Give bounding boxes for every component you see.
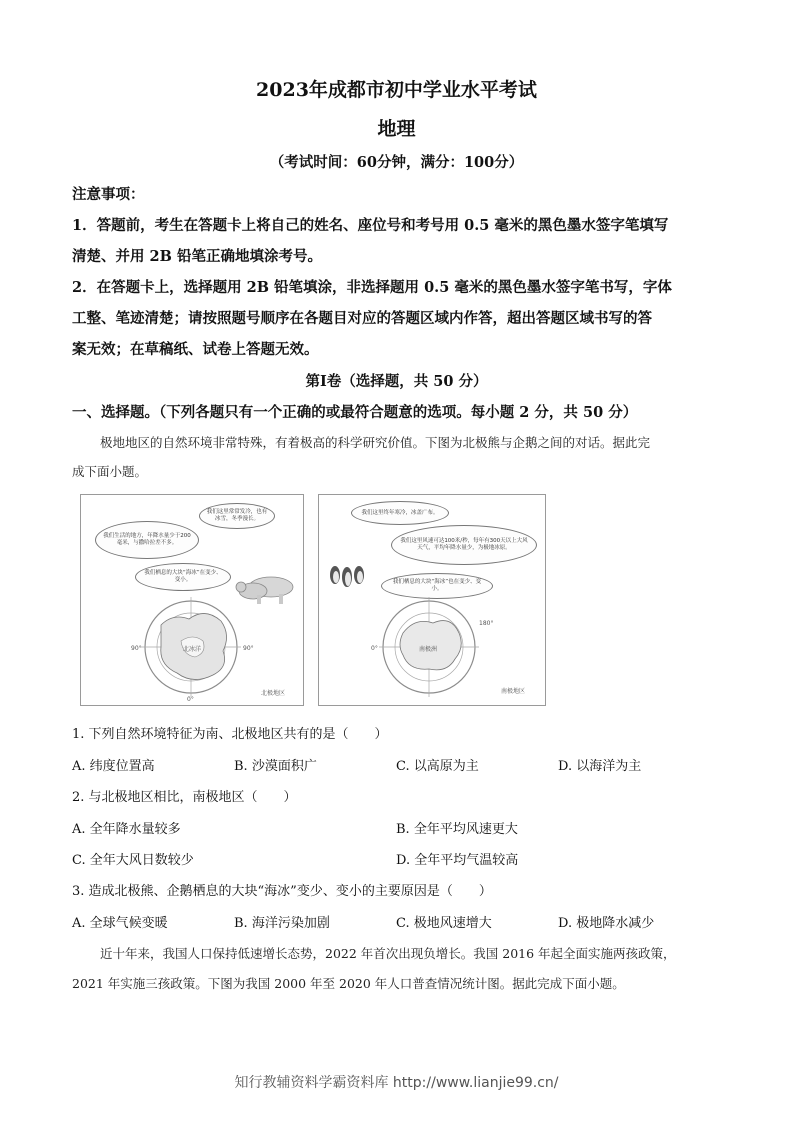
volume-title: 第Ⅰ卷（选择题，共 50 分） <box>305 373 488 390</box>
longitude-label: 0° <box>187 696 194 703</box>
longitude-label: 90° <box>243 645 254 652</box>
notice-item-2-line-2: 工整、笔迹清楚；请按照题号顺序在各题目对应的答题区域内作答，超出答题区域书写的答 <box>72 310 652 327</box>
notice-item-2-line-3: 案无效；在草稿纸、试卷上答题无效。 <box>72 341 319 358</box>
speech-bubble: 我们栖息的大块“海冰”在变少、变小。 <box>135 563 231 591</box>
question-1-option-d[interactable]: D. 以海洋为主 <box>558 759 642 774</box>
longitude-label: 180° <box>479 620 494 627</box>
passage-2-line-2: 2021 年实施三孩政策。下图为我国 2000 年至 2020 年人口普查情况统计图。据此完成下面小题。 <box>72 976 625 991</box>
figure-panel-antarctic <box>318 494 546 706</box>
question-1-option-c[interactable]: C. 以高原为主 <box>396 759 479 774</box>
question-3-option-d[interactable]: D. 极地降水减少 <box>558 916 655 931</box>
speech-bubble: 我们栖息的大块“海冰”也在变少、变小。 <box>381 573 493 599</box>
exam-title: 2023年成都市初中学业水平考试 <box>256 79 537 101</box>
notice-item-1-line-2: 清楚、并用 2B 铅笔正确地填涂考号。 <box>72 248 322 265</box>
question-3-option-a[interactable]: A. 全球气候变暖 <box>72 916 168 931</box>
exam-info: （考试时间：60分钟，满分：100分） <box>269 154 524 171</box>
passage-1-line-1: 极地地区的自然环境非常特殊，有着极高的科学研究价值。下图为北极熊与企鹅之间的对话。据此完 <box>100 435 651 450</box>
figure-panel-arctic <box>80 494 304 706</box>
question-1-option-b[interactable]: B. 沙漠面积广 <box>234 759 317 774</box>
footer-watermark: 知行教辅资料学霸资料库 http://www.lianjie99.cn/ <box>234 1075 559 1091</box>
passage-2-line-1: 近十年来，我国人口保持低速增长态势，2022 年首次出现负增长。我国 2016 年起全面实施两孩政策， <box>100 946 676 961</box>
question-2-option-a[interactable]: A. 全年降水量较多 <box>72 822 181 837</box>
question-3-option-b[interactable]: B. 海洋污染加剧 <box>234 916 330 931</box>
region-label: 南极地区 <box>501 688 526 695</box>
question-2-stem: 2. 与北极地区相比，南极地区（ ） <box>72 790 297 805</box>
question-3-option-c[interactable]: C. 极地风速增大 <box>396 916 492 931</box>
arctic-map <box>81 495 303 705</box>
speech-bubble: 我们这里常常发冷，也有冰雪，冬季漫长。 <box>199 503 275 529</box>
question-1-option-a[interactable]: A. 纬度位置高 <box>72 759 155 774</box>
question-2-option-b[interactable]: B. 全年平均风速更大 <box>396 822 518 837</box>
speech-bubble: 我们这里终年寒冷，冰盖广布。 <box>351 501 449 525</box>
question-2-option-d[interactable]: D. 全年平均气温较高 <box>396 853 519 868</box>
question-3-stem: 3. 造成北极熊、企鹅栖息的大块“海冰”变少、变小的主要原因是（ ） <box>72 884 492 899</box>
penguin-illustration <box>330 566 364 587</box>
part-title: 一、选择题。（下列各题只有一个正确的或最符合题意的选项。每小题 2 分，共 50 分） <box>72 404 638 421</box>
polar-bear-illustration <box>236 577 293 604</box>
longitude-label: 90° <box>131 645 142 652</box>
longitude-label: 0° <box>371 645 378 652</box>
map-label: 南极洲 <box>419 646 438 653</box>
passage-1-line-2: 成下面小题。 <box>72 464 148 479</box>
notice-heading: 注意事项： <box>72 186 145 203</box>
map-label: 北冰洋 <box>183 646 202 653</box>
question-1-stem: 1. 下列自然环境特征为南、北极地区共有的是（ ） <box>72 727 388 742</box>
notice-item-1-line-1: 1．答题前，考生在答题卡上将自己的姓名、座位号和考号用 0.5 毫米的黑色墨水签字笔填写 <box>72 217 669 234</box>
notice-item-2-line-1: 2．在答题卡上，选择题用 2B 铅笔填涂，非选择题用 0.5 毫米的黑色墨水签字笔书写，字体 <box>72 279 672 296</box>
subject-title: 地理 <box>377 118 416 140</box>
region-label: 北极地区 <box>261 690 286 697</box>
antarctic-map <box>319 495 545 705</box>
speech-bubble: 我们生活的地方，年降水量少于200毫米，与撒哈拉差不多。 <box>95 521 199 559</box>
question-2-option-c[interactable]: C. 全年大风日数较少 <box>72 853 194 868</box>
speech-bubble: 我们这里风速可达100米/秒，每年有300天以上大风天气，平均年降水量少，为极地冰原。 <box>391 525 537 565</box>
